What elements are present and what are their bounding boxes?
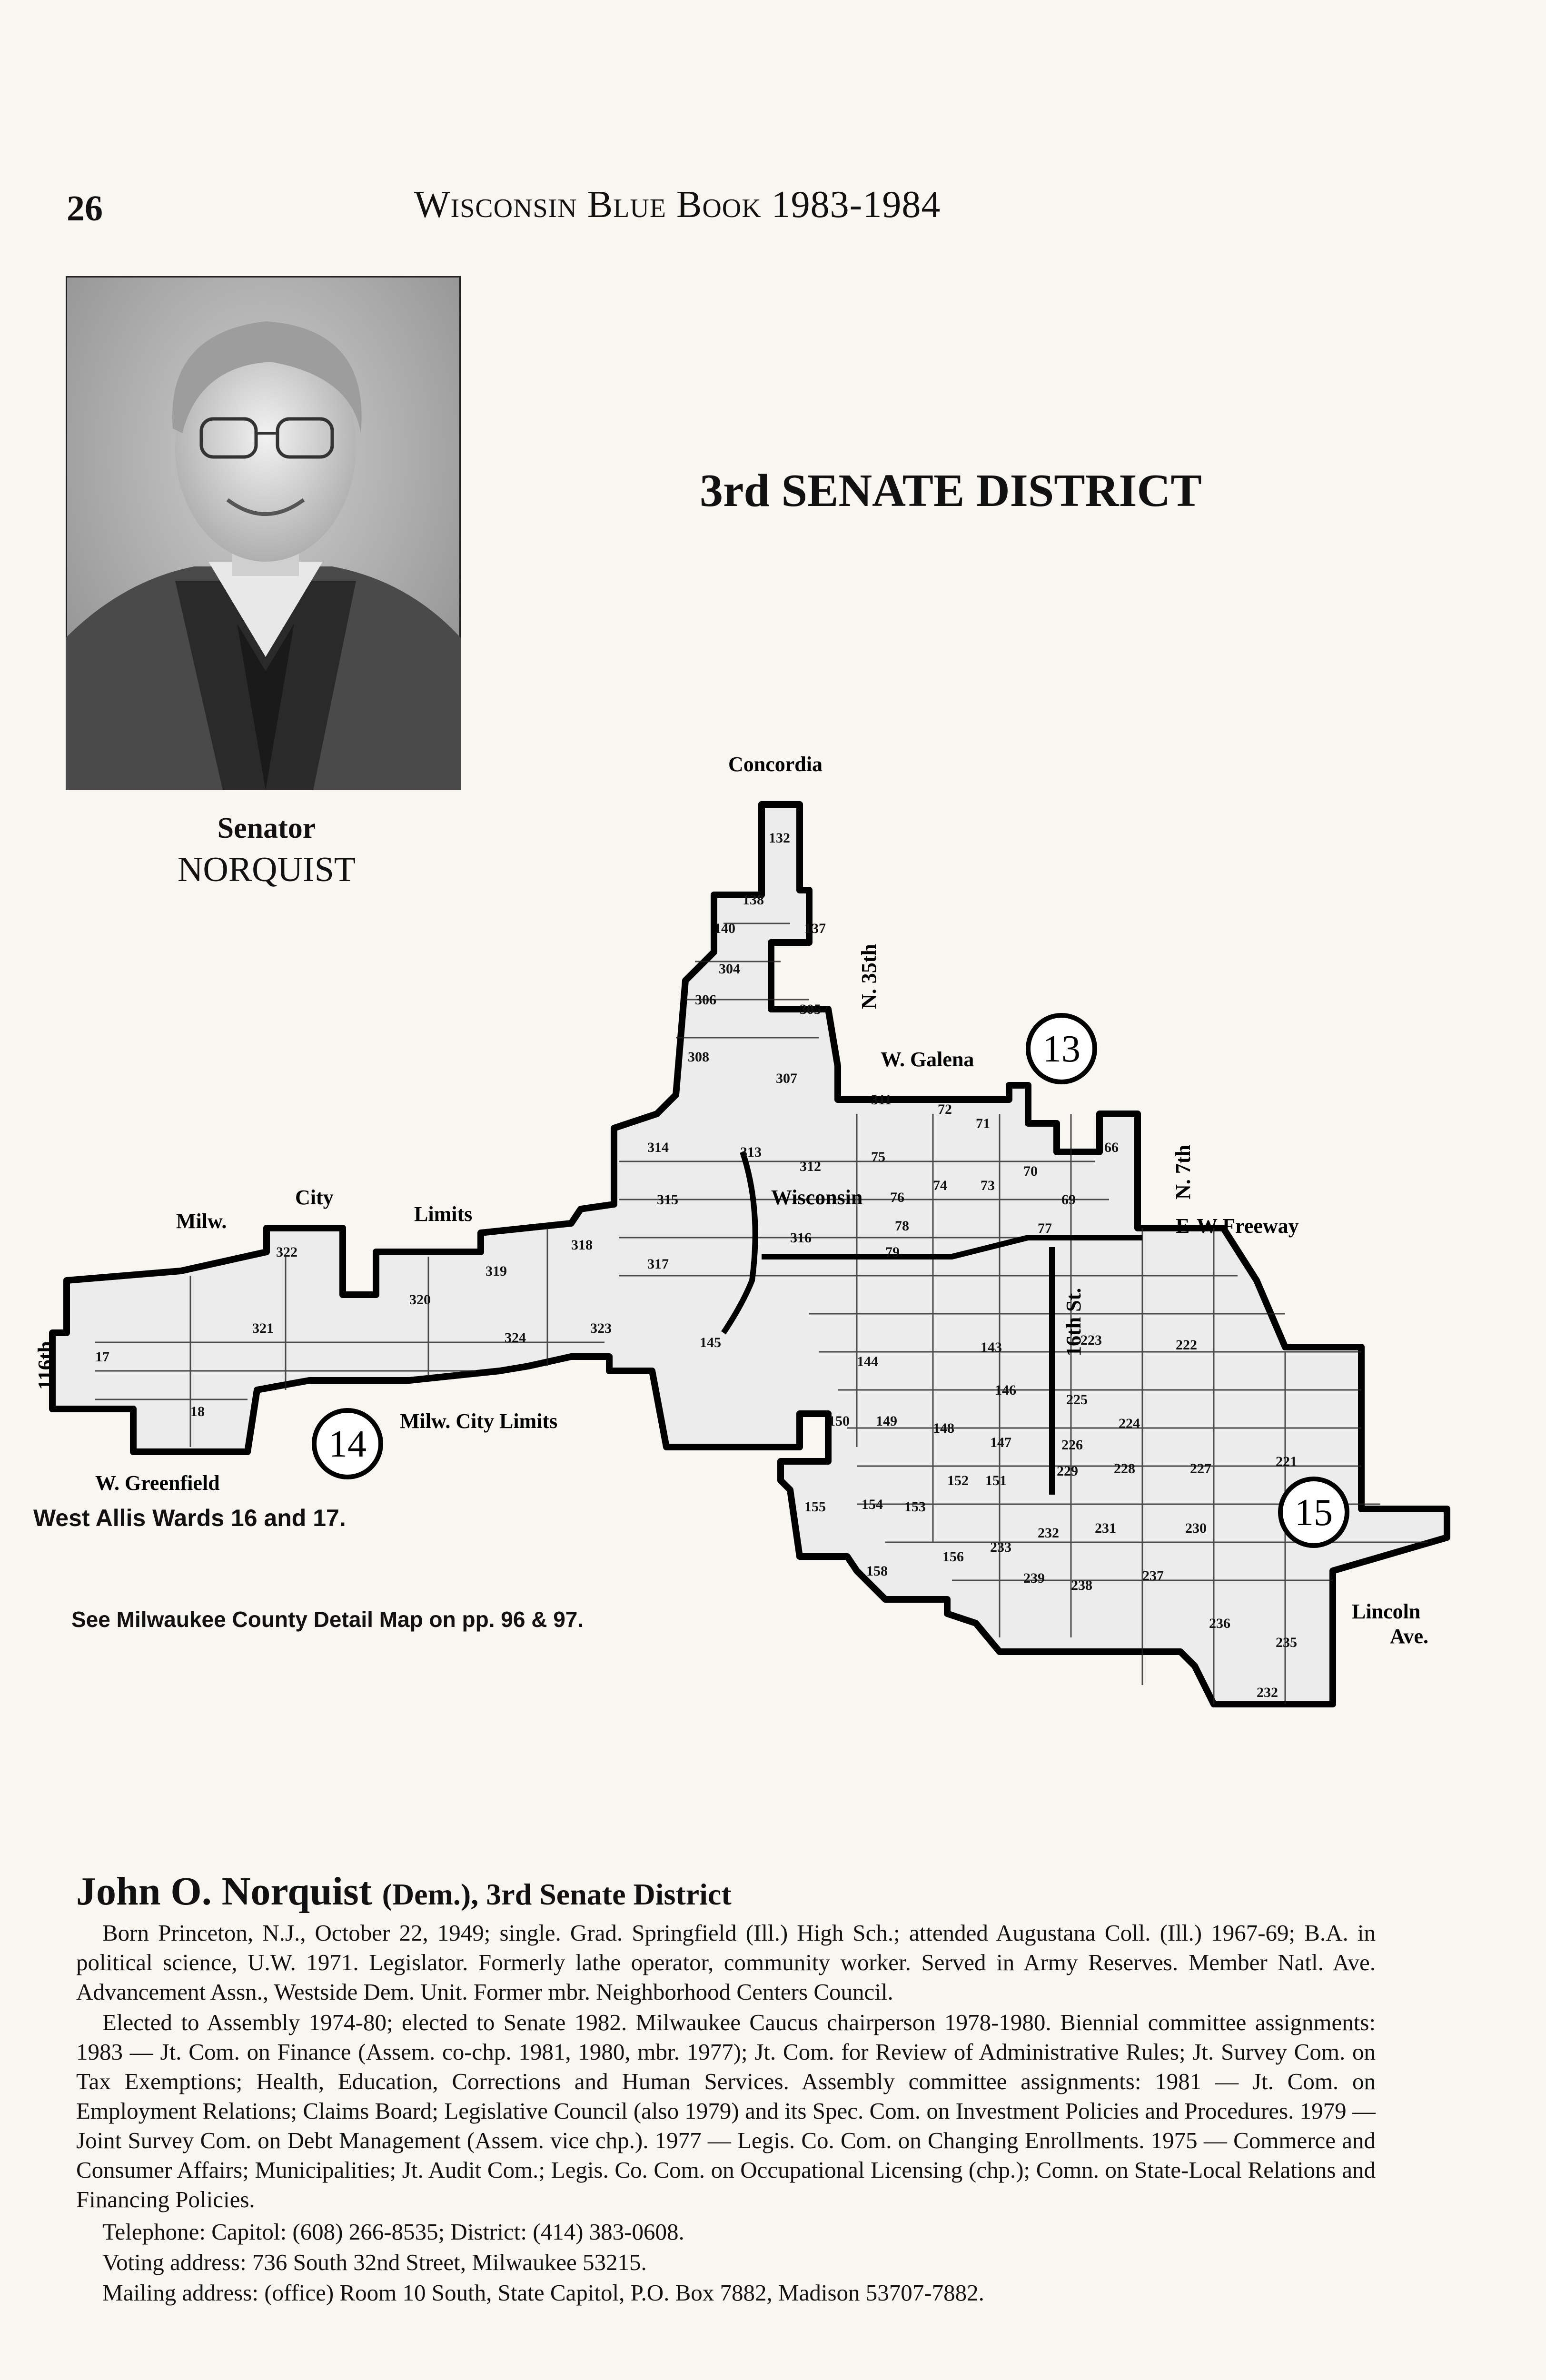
ward-number: 232 — [1257, 1685, 1278, 1700]
label-concordia: Concordia — [728, 753, 823, 776]
ward-number: 318 — [571, 1237, 593, 1253]
ward-number: 306 — [695, 992, 716, 1008]
ward-number: 319 — [486, 1263, 507, 1279]
ward-number: 313 — [740, 1144, 762, 1160]
bio-body — [76, 1918, 1376, 2309]
label-n35th: N. 35th — [857, 944, 881, 1009]
bio-heading — [76, 1868, 732, 1914]
running-head — [414, 183, 941, 227]
ward-number: 231 — [1095, 1520, 1116, 1536]
ward-number: 224 — [1119, 1416, 1140, 1431]
ward-number: 236 — [1209, 1616, 1230, 1631]
ward-number: 321 — [252, 1320, 274, 1336]
district-map — [0, 733, 1546, 1733]
ward-number: 72 — [938, 1101, 952, 1117]
ward-number: 76 — [890, 1190, 904, 1205]
ward-number: 17 — [95, 1349, 109, 1365]
ward-number: 233 — [990, 1539, 1011, 1555]
district-boundary — [52, 804, 1447, 1704]
ward-number: 235 — [1276, 1635, 1297, 1650]
ward-number: 71 — [976, 1116, 990, 1131]
ward-number: 150 — [828, 1413, 850, 1429]
portrait-caption-name: NORQUIST — [177, 850, 356, 889]
ward-number: 156 — [942, 1549, 964, 1565]
ward-number: 152 — [947, 1473, 969, 1488]
district-marker-13-label: 13 — [1042, 1028, 1080, 1070]
ward-number: 73 — [981, 1178, 995, 1193]
ward-number: 151 — [985, 1473, 1007, 1488]
label-milw-city-limits: Milw. City Limits — [400, 1409, 558, 1433]
ward-number: 226 — [1061, 1437, 1083, 1453]
ward-number: 18 — [190, 1404, 205, 1419]
ward-number: 145 — [700, 1335, 721, 1350]
district-marker-15-label: 15 — [1295, 1492, 1333, 1534]
ward-number: 229 — [1057, 1463, 1078, 1479]
ward-number: 140 — [714, 921, 735, 936]
running-head-years: 1983-1984 — [771, 184, 941, 226]
ward-number: 74 — [933, 1178, 947, 1193]
ward-number: 308 — [688, 1049, 709, 1065]
label-lincoln: Lincoln — [1352, 1600, 1421, 1623]
ward-number: 317 — [647, 1256, 669, 1272]
ward-number: 315 — [657, 1192, 678, 1208]
ward-number: 323 — [590, 1320, 612, 1336]
ward-number: 77 — [1038, 1220, 1052, 1236]
ward-number: 154 — [862, 1497, 883, 1512]
label-116th: 116th — [34, 1341, 57, 1390]
senator-portrait-photo — [66, 276, 461, 790]
bio-affiliation: (Dem.), 3rd Senate District — [382, 1877, 732, 1911]
ward-number: 312 — [800, 1159, 821, 1174]
ward-number: 78 — [895, 1218, 909, 1234]
ward-number: 69 — [1061, 1192, 1076, 1208]
bio-voting-address: Voting address: 736 South 32nd Street, Milwaukee 53215. — [102, 2249, 647, 2275]
label-lincoln-ave: Ave. — [1390, 1625, 1429, 1648]
district-title: 3rd SENATE DISTRICT — [700, 465, 1202, 516]
ward-number: 230 — [1185, 1520, 1207, 1536]
ward-number: 70 — [1023, 1163, 1038, 1179]
running-head-title: Wisconsin Blue Book — [414, 184, 762, 226]
detail-map-note: See Milwaukee County Detail Map on pp. 96 & 97. — [71, 1607, 584, 1632]
label-w-greenfield: W. Greenfield — [95, 1471, 220, 1495]
ward-number: 320 — [409, 1292, 431, 1308]
ward-number: 314 — [647, 1140, 669, 1155]
ward-number: 237 — [1142, 1568, 1164, 1584]
ward-number: 239 — [1023, 1570, 1045, 1586]
ward-number: 146 — [995, 1382, 1016, 1398]
district-marker-13 — [1028, 1015, 1095, 1082]
ward-number: 225 — [1066, 1392, 1088, 1408]
ward-number: 158 — [866, 1563, 888, 1579]
label-16th-st: 16th St. — [1062, 1288, 1085, 1357]
ward-number: 66 — [1104, 1140, 1119, 1155]
label-limits: Limits — [414, 1202, 473, 1226]
ward-number: 238 — [1071, 1577, 1092, 1593]
ward-number: 144 — [857, 1354, 878, 1369]
label-city: City — [295, 1186, 334, 1209]
ward-number: 153 — [904, 1499, 926, 1515]
district-marker-14-label: 14 — [328, 1423, 367, 1465]
ward-number: 304 — [719, 961, 740, 977]
ward-number: 148 — [933, 1420, 954, 1436]
ward-number: 79 — [885, 1244, 900, 1260]
bio-paragraph-career: Elected to Assembly 1974-80; elected to Senate 1982. Milwaukee Caucus chairperson 1978-1980. Biennial committee assignments: 1983 — Jt. Com. on Finance (Assem. co-chp. 1981, 1980, mbr. 1977); Jt. Com. for Review of Administrative Rules; Jt. Survey Com. on Tax Exemptions; Health, Education, Corrections and Human Services. Assembly committee assignments: 1981 — Jt. Com. on Employment Relations; Claims Board; Legislative Council (also 1979) and its Spec. Com. on Investment Policies and Procedures. 1979 — Joint Survey Com. on Debt Management (Assem. vice chp.). 1977 — Legis. Co. Com. on Changing Enrollments. 1975 — Commerce and Consumer Affairs; Municipalities; Jt. Audit Com.; Legis. Co. Com. on Occupational Licensing (chp.); Comn. on State-Local Relations and Financing Policies. — [76, 2009, 1376, 2212]
ward-number: 307 — [776, 1071, 797, 1086]
ward-number: 137 — [804, 921, 826, 936]
ward-number: 138 — [743, 892, 764, 908]
ward-number: 132 — [769, 830, 790, 846]
ward-number: 322 — [276, 1244, 297, 1260]
ward-number: 75 — [871, 1149, 885, 1165]
ward-number: 221 — [1276, 1454, 1297, 1469]
district-marker-15 — [1280, 1479, 1347, 1546]
label-milw: Milw. — [176, 1210, 227, 1233]
district-marker-14 — [314, 1410, 381, 1477]
ward-number: 305 — [800, 1002, 821, 1017]
label-w-galena: W. Galena — [881, 1048, 974, 1071]
ward-number: 143 — [981, 1339, 1002, 1355]
ward-number: 149 — [876, 1413, 897, 1429]
ward-number: 232 — [1038, 1525, 1059, 1541]
ward-number: 311 — [871, 1092, 892, 1108]
bio-name: John O. Norquist — [76, 1869, 372, 1914]
bio-paragraph-background: Born Princeton, N.J., October 22, 1949; single. Grad. Springfield (Ill.) High Sch.; attended Augustana Coll. (Ill.) 1967-69; B.A. in political science, U.W. 1971. Legislator. Formerly lathe operator, community worker. Served in Army Reserves. Member Natl. Ave. Advancement Assn., Westside Dem. Unit. Former mbr. Neighborhood Centers Council. — [76, 1920, 1376, 2005]
ward-number: 227 — [1190, 1461, 1211, 1477]
ward-number: 228 — [1114, 1461, 1135, 1477]
bio-telephone: Telephone: Capitol: (608) 266-8535; District: (414) 383-0608. — [102, 2219, 684, 2245]
ward-number: 147 — [990, 1435, 1011, 1450]
label-n7th: N. 7th — [1171, 1145, 1195, 1200]
ward-number: 223 — [1080, 1332, 1102, 1348]
ward-number: 155 — [804, 1499, 826, 1515]
label-wisconsin: Wisconsin — [771, 1186, 863, 1209]
ward-number: 222 — [1176, 1337, 1197, 1353]
ward-number: 316 — [790, 1230, 812, 1246]
page-number: 26 — [67, 188, 103, 228]
portrait-caption-role: Senator — [217, 812, 316, 844]
bio-mailing-address: Mailing address: (office) Room 10 South, State Capitol, P.O. Box 7882, Madison 53707-7882. — [102, 2280, 984, 2306]
label-ew-freeway: E-W Freeway — [1176, 1214, 1299, 1238]
west-allis-wards-note: West Allis Wards 16 and 17. — [33, 1505, 346, 1531]
ward-number: 324 — [505, 1330, 526, 1346]
